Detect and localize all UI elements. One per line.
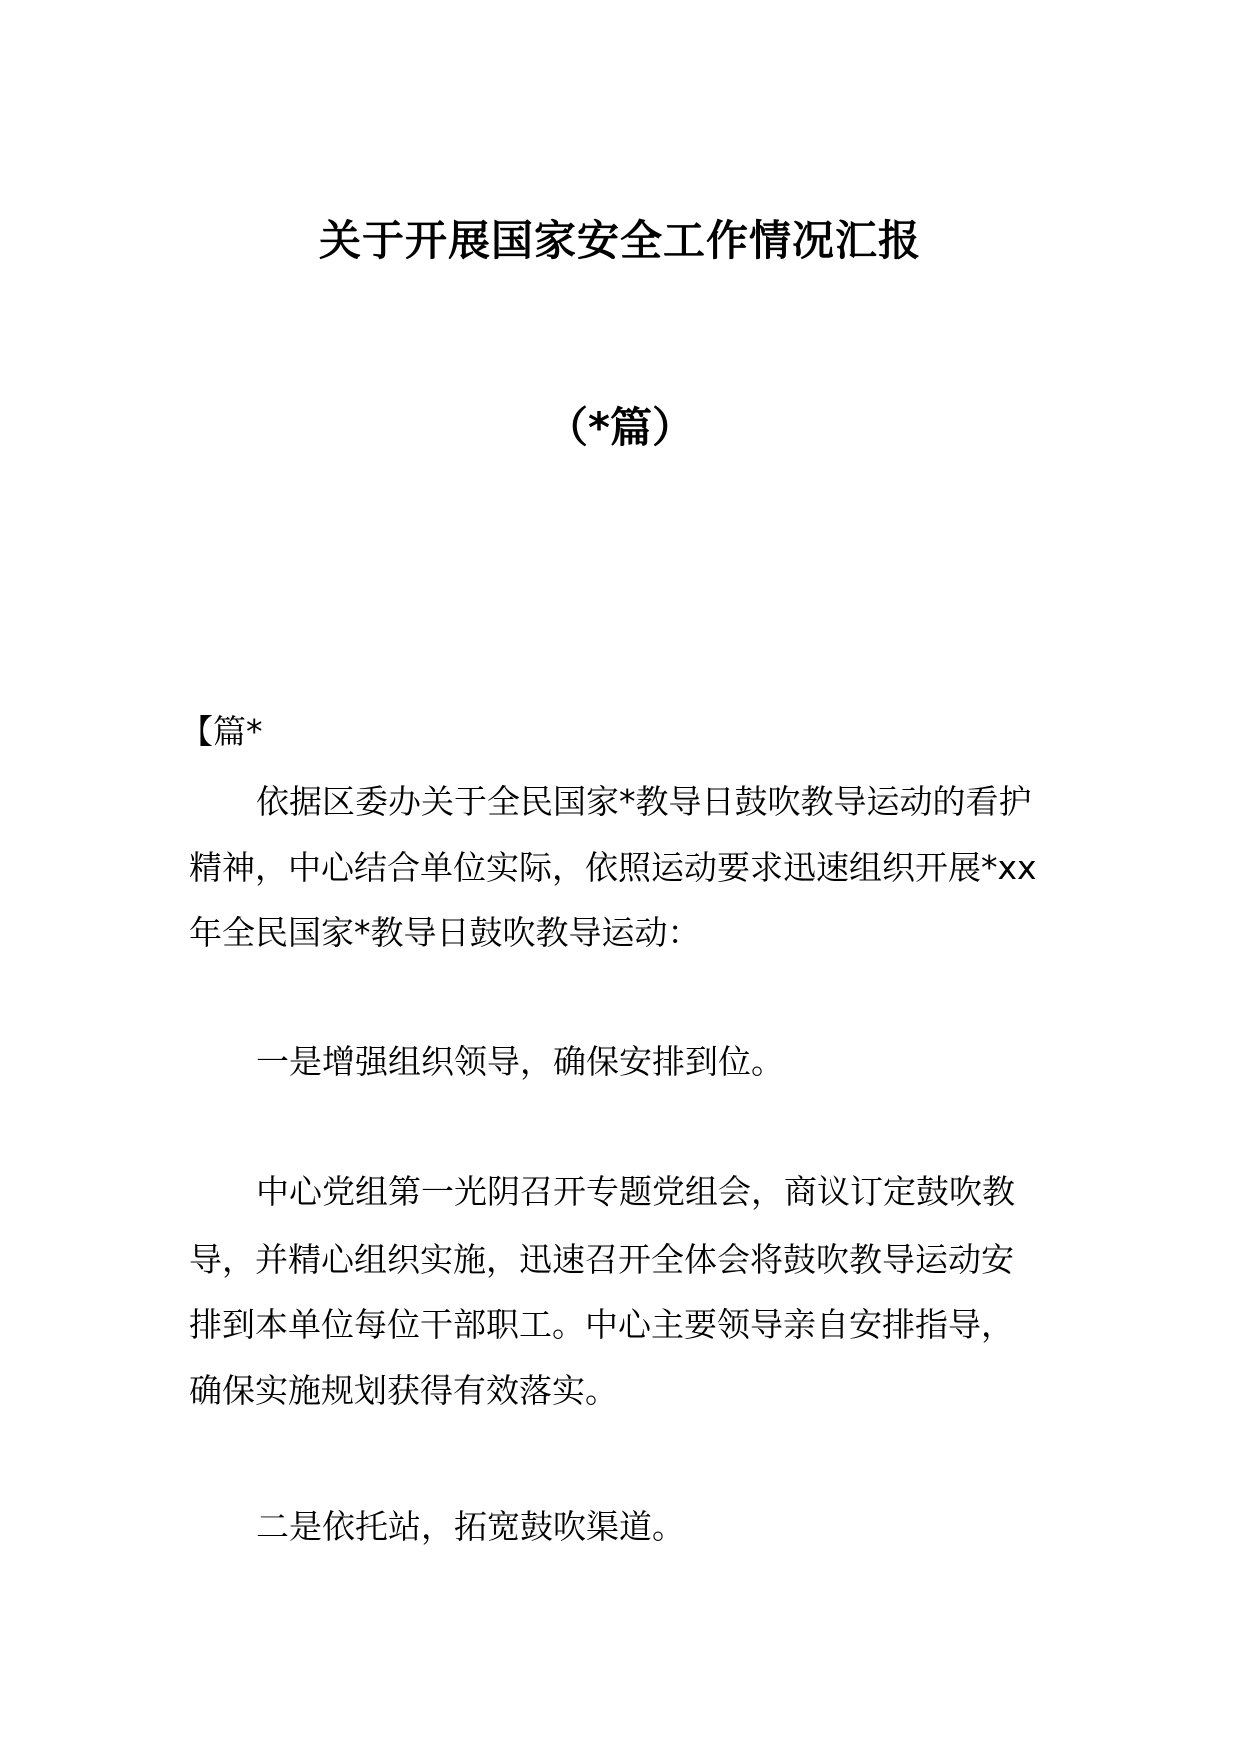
- paragraph-line: 精神，中心结合单位实际，依照运动要求迅速组织开展*xx: [189, 848, 1037, 887]
- section-label: 【篇*: [180, 712, 263, 751]
- paragraph-line: 确保实施规划获得有效落实。: [189, 1371, 618, 1410]
- paragraph-line: 年全民国家*教导日鼓吹教导运动：: [189, 913, 701, 952]
- paragraph-heading: 一是增强组织领导，确保安排到位。: [256, 1042, 784, 1081]
- paragraph-line: 排到本单位每位干部职工。中心主要领导亲自安排指导，: [189, 1305, 1014, 1344]
- paragraph-heading: 二是依托站，拓宽鼓吹渠道。: [256, 1507, 685, 1546]
- paragraph-line: 导，并精心组织实施，迅速召开全体会将鼓吹教导运动安: [189, 1240, 1014, 1279]
- paragraph-line: 依据区委办关于全民国家*教导日鼓吹教导运动的看护: [256, 782, 1032, 821]
- document-subtitle: （*篇）: [546, 403, 694, 452]
- paragraph-line: 中心党组第一光阴召开专题党组会，商议订定鼓吹教: [256, 1172, 1015, 1211]
- document-title: 关于开展国家安全工作情况汇报: [318, 216, 921, 265]
